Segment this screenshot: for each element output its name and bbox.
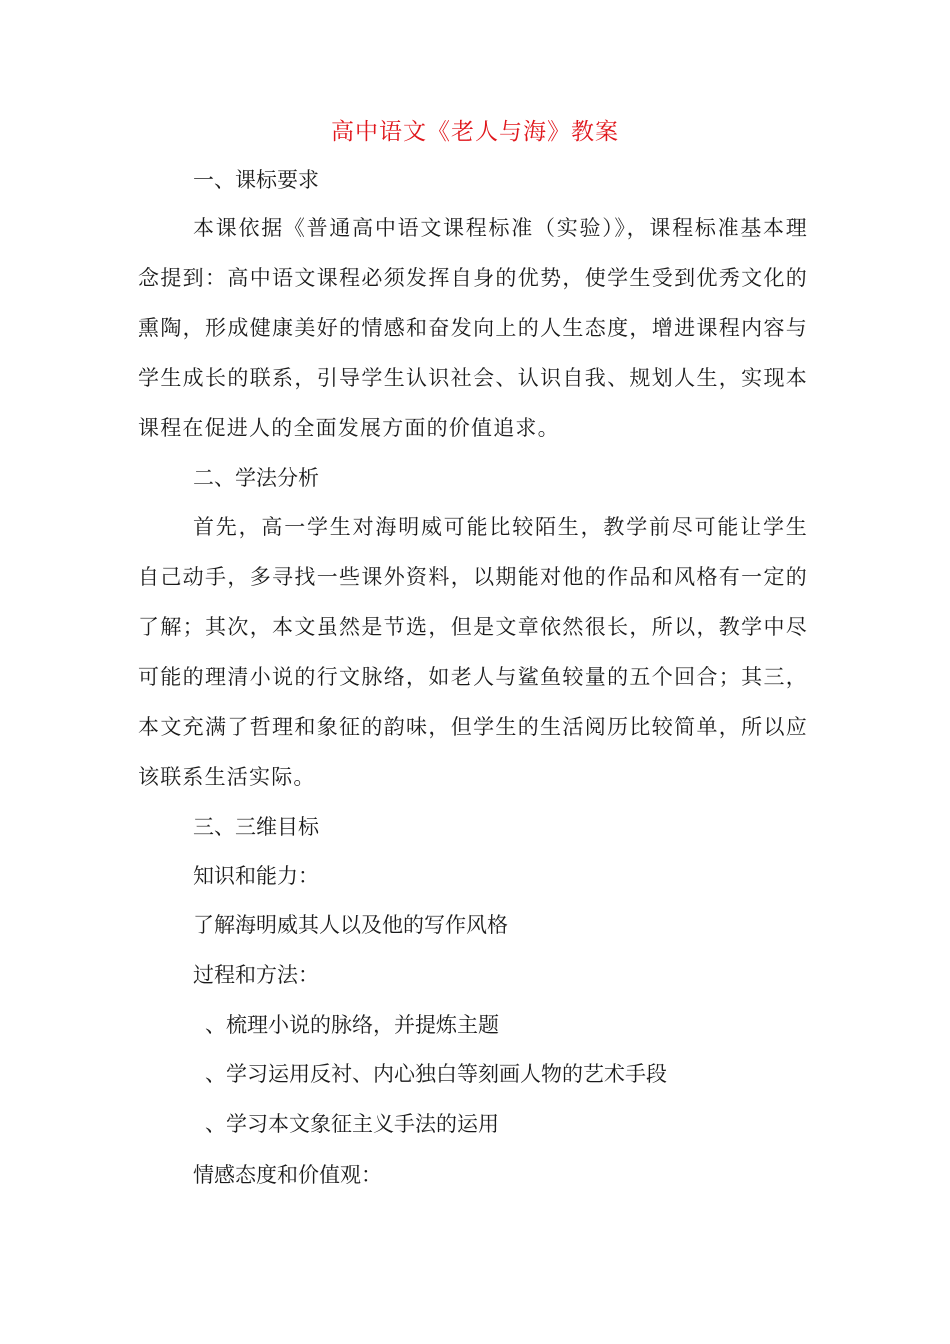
section-heading-objectives: 三、三维目标 xyxy=(193,815,319,839)
document-title: 高中语文《老人与海》教案 xyxy=(331,119,619,145)
paragraph-learning-analysis: 首先，高一学生对海明威可能比较陌生，教学前尽可能让学生自己动手，多寻找一些课外资料，以期能对他的作品和风格有一定的了解；其次，本文虽然是节选，但是文章依然很长，所以，教学中尽可能的理清小说的行文脉络，如老人与鲨鱼较量的五个回合；其三，本文充满了哲理和象征的韵味，但学生的生活阅历比较简单，所以应该联系生活实际。 xyxy=(138,515,808,789)
section-heading-standards: 一、课标要求 xyxy=(193,168,319,192)
emotion-label: 情感态度和价值观： xyxy=(193,1163,382,1187)
process-item: 、学习运用反衬、内心独白等刻画人物的艺术手段 xyxy=(205,1062,667,1086)
knowledge-item: 了解海明威其人以及他的写作风格 xyxy=(193,913,508,937)
section-heading-learning-analysis: 二、学法分析 xyxy=(193,466,319,490)
process-label: 过程和方法： xyxy=(193,963,319,987)
process-item: 、梳理小说的脉络，并提炼主题 xyxy=(205,1013,499,1037)
paragraph-standards: 本课依据《普通高中语文课程标准（实验）》，课程标准基本理念提到：高中语文课程必须发挥自身的优势，使学生受到优秀文化的熏陶，形成健康美好的情感和奋发向上的人生态度，增进课程内容与学生成长的联系，引导学生认识社会、认识自我、规划人生，实现本课程在促进人的全面发展方面的价值追求。 xyxy=(138,216,808,440)
process-item: 、学习本文象征主义手法的运用 xyxy=(205,1112,499,1136)
knowledge-label: 知识和能力： xyxy=(193,864,319,888)
